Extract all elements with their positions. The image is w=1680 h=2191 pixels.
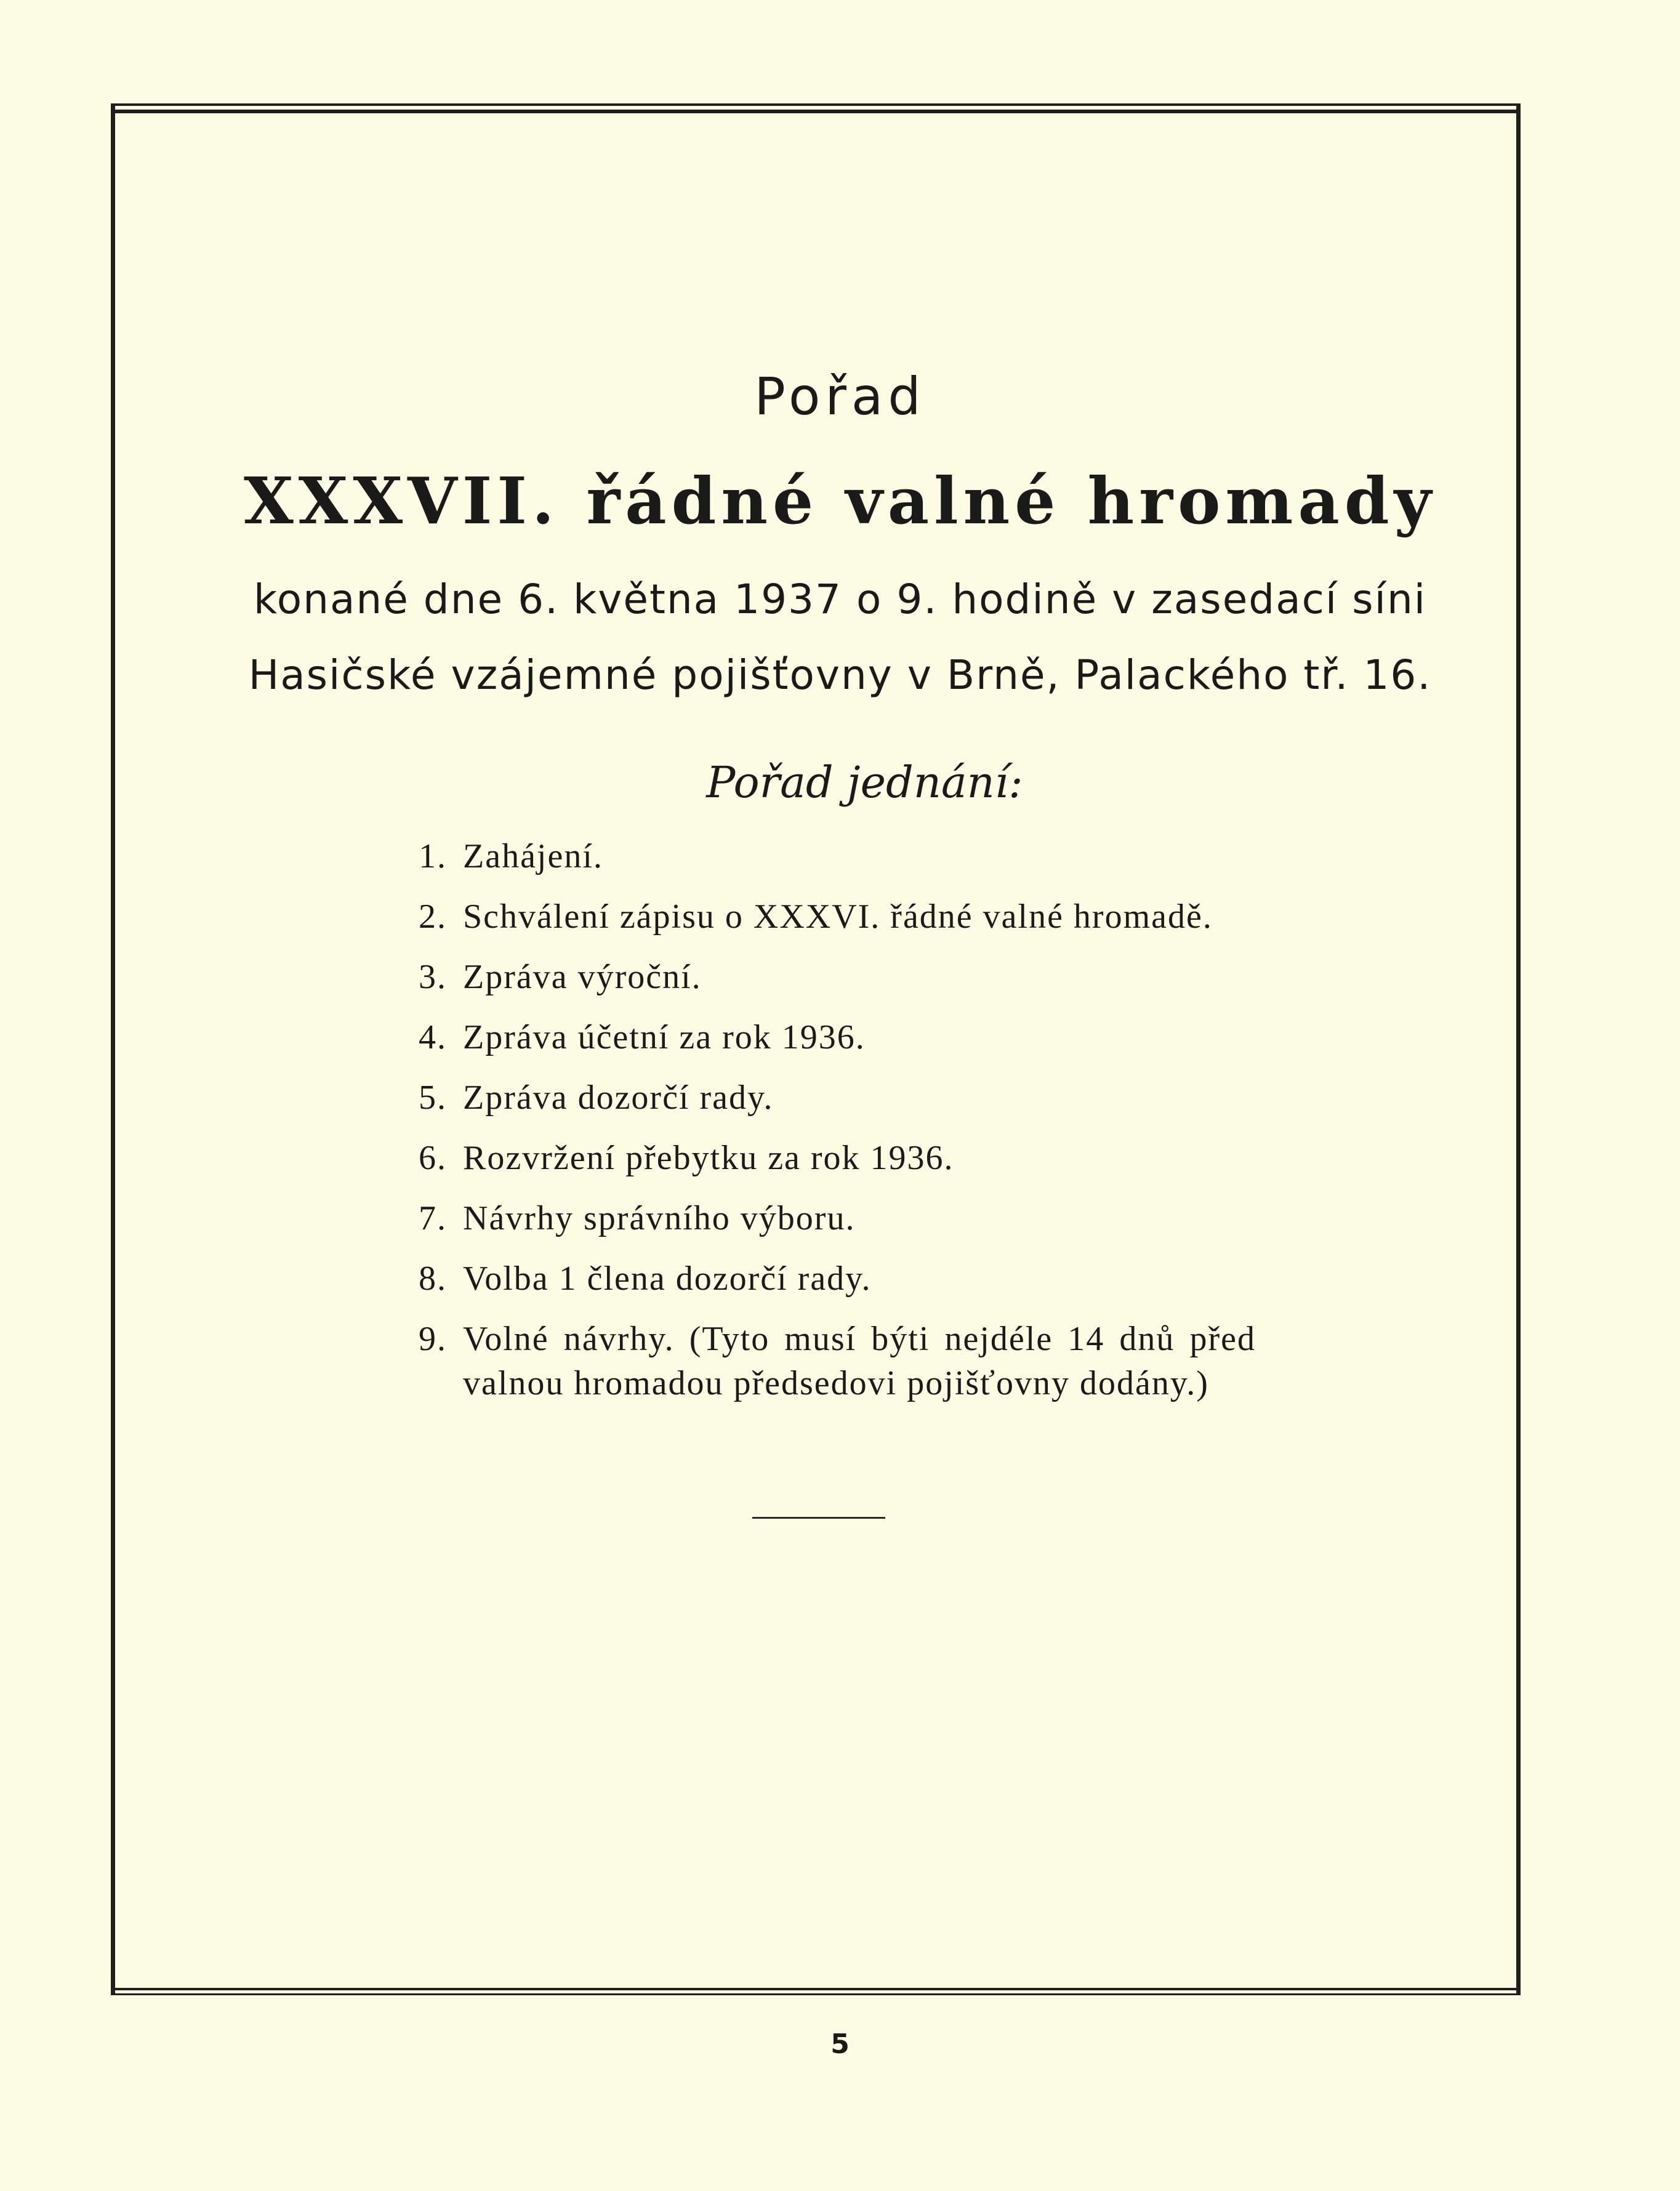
agenda-item-number: 3.	[419, 958, 447, 996]
agenda-item-number: 2.	[419, 898, 447, 936]
agenda-item	[419, 894, 1256, 939]
agenda-item	[419, 1317, 1256, 1405]
page-number: 5	[830, 2028, 850, 2060]
border-top-thin-line	[111, 103, 1521, 106]
agenda-item-number: 4.	[419, 1018, 447, 1056]
agenda-item	[419, 1075, 1256, 1120]
agenda-item	[419, 1196, 1256, 1240]
agenda-item	[419, 1256, 1256, 1301]
border-bottom-line	[111, 1988, 1521, 1990]
agenda-item-text: Zpráva výroční.	[463, 958, 702, 996]
agenda-item	[419, 1015, 1256, 1059]
document-title-top: Pořad	[754, 366, 926, 427]
agenda-item-text: Návrhy správního výboru.	[463, 1199, 856, 1237]
agenda-item-number: 7.	[419, 1199, 447, 1237]
agenda-item-text: Zahájení.	[463, 837, 603, 875]
section-divider	[752, 1517, 885, 1519]
agenda-item-text: Zpráva dozorčí rady.	[463, 1079, 774, 1117]
agenda-item-number: 6.	[419, 1139, 447, 1177]
agenda-item-text: Rozvržení přebytku za rok 1936.	[463, 1139, 954, 1177]
agenda-list	[419, 834, 1256, 1421]
document-title-main: XXXVII. řádné valné hromady	[243, 463, 1437, 539]
agenda-item	[419, 834, 1256, 878]
agenda-item-text: Volba 1 člena dozorčí rady.	[463, 1260, 872, 1298]
agenda-item-text: Zpráva účetní za rok 1936.	[463, 1018, 866, 1056]
agenda-item-number: 9.	[419, 1320, 447, 1358]
agenda-item	[419, 1136, 1256, 1180]
agenda-item-number: 8.	[419, 1260, 447, 1298]
agenda-item-text: Volné návrhy. (Tyto musí býti nejdéle 14 dnů před valnou hromadou předsedovi pojišťovny dodány.)	[463, 1320, 1256, 1402]
subtitle-line-1: konané dne 6. května 1937 o 9. hodině v zasedací síni	[253, 576, 1427, 623]
subtitle-line-2: Hasičské vzájemné pojišťovny v Brně, Palackého tř. 16.	[248, 651, 1432, 699]
border-top-line	[111, 110, 1521, 113]
agenda-item-number: 1.	[419, 837, 447, 875]
agenda-item	[419, 955, 1256, 999]
agenda-heading: Pořad jednání:	[706, 757, 1023, 808]
agenda-item-number: 5.	[419, 1079, 447, 1117]
agenda-item-text: Schválení zápisu o XXXVI. řádné valné hromadě.	[463, 898, 1213, 936]
border-bottom-thin-line	[111, 1993, 1521, 1995]
